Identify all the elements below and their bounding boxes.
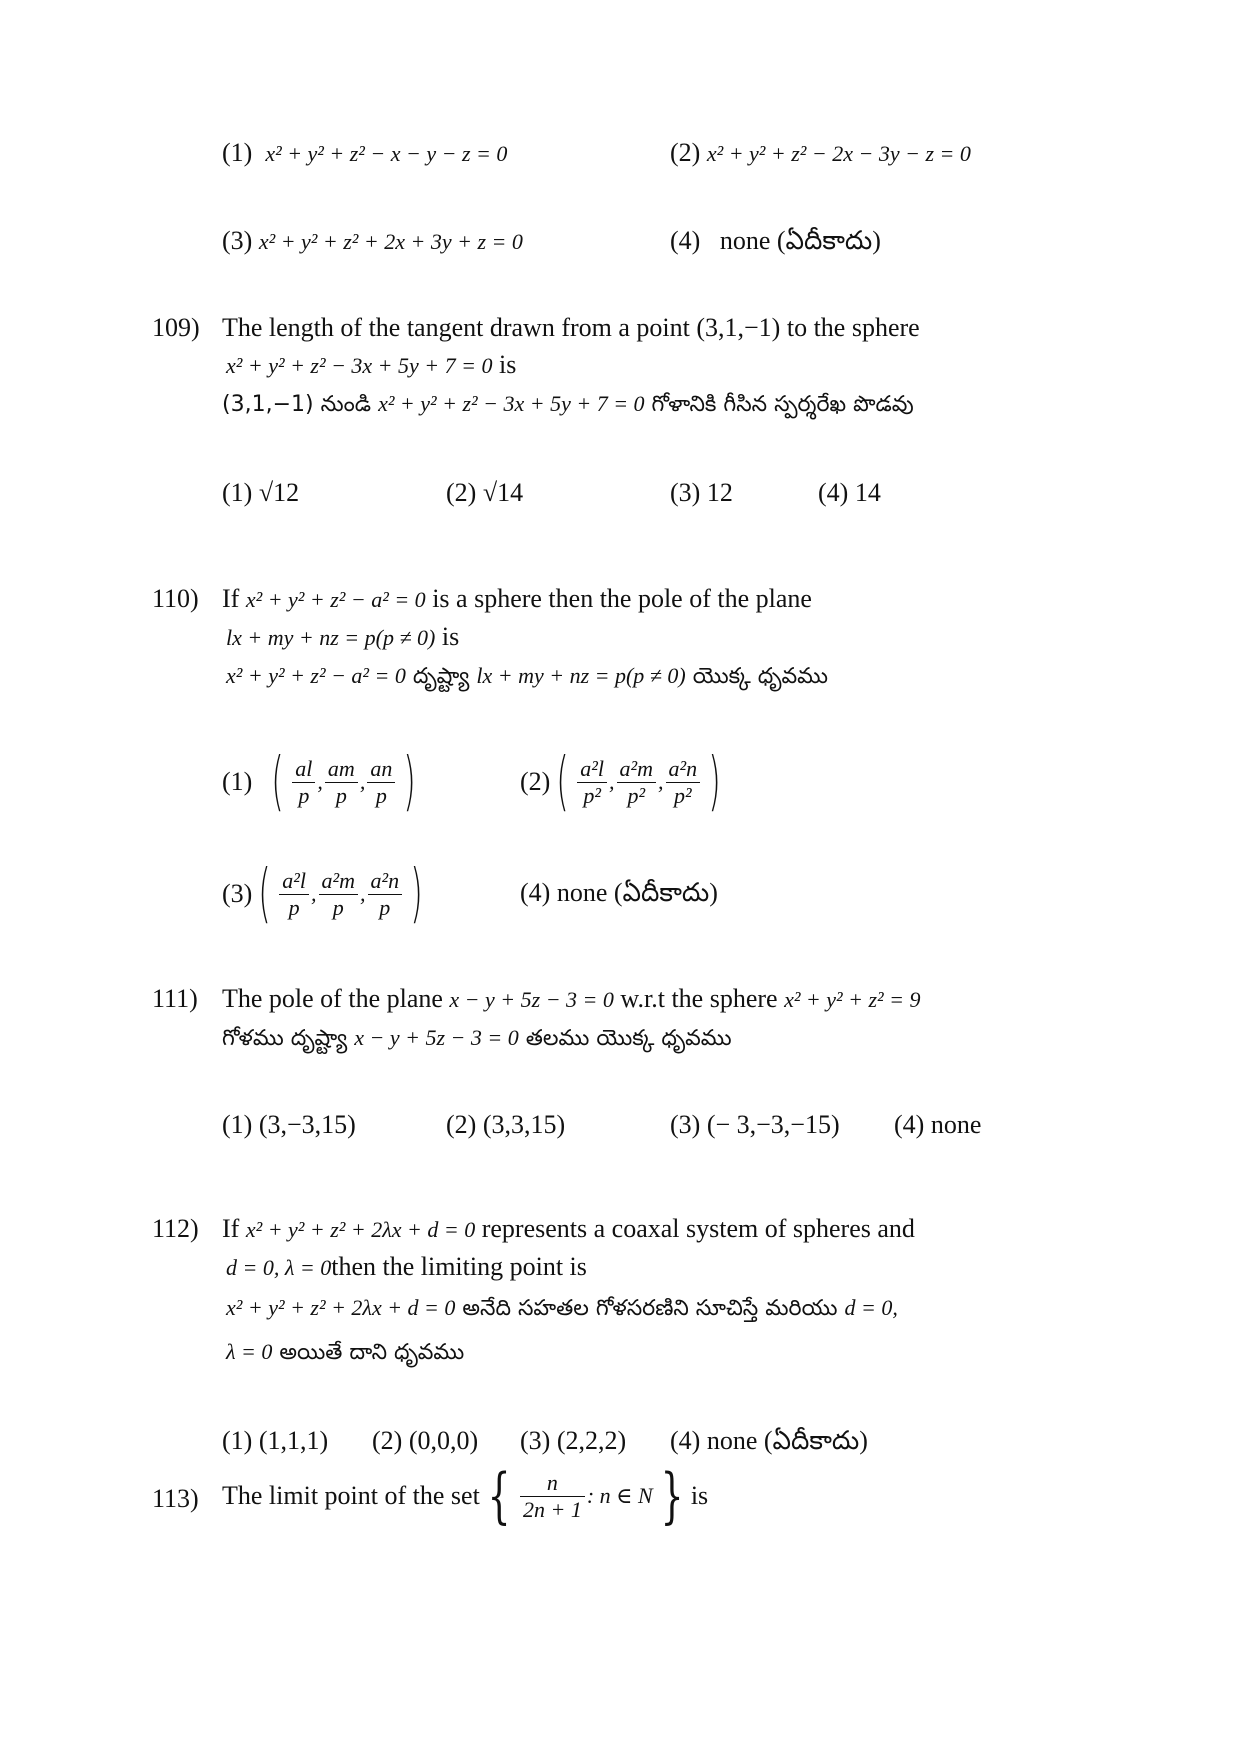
q111-option-2: (2) (3,3,15) — [446, 1110, 566, 1139]
q110-option-2: (2) ( $\frac{\text{a²l}}{\text{p²}}$ , $\frac{\text{a²m}}{\text{p²}}$ , $\frac{\text{a²n}}{\text{p²}}$ ) — [520, 745, 721, 819]
q109-stem-en: The length of the tangent drawn from a point (3,1,−1) to the sphere — [222, 313, 920, 342]
q112-stem-condition: d = 0, λ = 0then the limiting point is — [226, 1252, 587, 1281]
q109-stem-equation: x² + y² + z² − 3x + 5y + 7 = 0 is — [226, 350, 517, 379]
q113-stem: The limit point of the set { $\frac{n}{2n + 1}$ : n ∈ N } is — [222, 1461, 709, 1531]
q108-option-1: (1) x² + y² + z² − x − y − z = 0 — [222, 138, 508, 167]
q112-stem-te-cont: λ = 0 అయితే దాని ధృవము — [226, 1339, 465, 1365]
q112-option-1: (1) (1,1,1) — [222, 1426, 329, 1455]
q111-stem-en: The pole of the plane x − y + 5z − 3 = 0 w.r.t the sphere x² + y² + z² = 9 — [222, 984, 921, 1013]
q112-option-2: (2) (0,0,0) — [372, 1426, 479, 1455]
q111-stem-te: గోళము దృష్ట్యా x − y + 5z − 3 = 0 తలము యొక్క ధృవము — [222, 1025, 732, 1051]
q110-option-4: (4) none (ఏదీకాదు) — [520, 878, 718, 907]
q111-option-1: (1) (3,−3,15) — [222, 1110, 356, 1139]
q112-option-3: (3) (2,2,2) — [520, 1426, 627, 1455]
q110-option-3: (3) ( $\frac{\text{a²l}}{p}$ , $\frac{\text{a²m}}{p}$ , $\frac{\text{a²n}}{p}$ ) — [222, 857, 423, 931]
q109-option-1: (1) √12 — [222, 478, 300, 507]
q108-option-4: (4) none (ఏదీకాదు) — [670, 226, 881, 255]
question-number: 113) — [152, 1484, 199, 1513]
q109-stem-te: (3,1,−1) నుండి x² + y² + z² − 3x + 5y + 7 = 0 గోళానికి గీసిన స్పర్శరేఖ పొడవు — [222, 391, 914, 417]
q111-option-3: (3) (− 3,−3,−15) — [670, 1110, 840, 1139]
q112-stem-te: x² + y² + z² + 2λx + d = 0 అనేది సహతల గోళసరణిని సూచిస్తే మరియు d = 0, — [226, 1295, 898, 1321]
q110-stem-te: x² + y² + z² − a² = 0 దృష్ట్యా lx + my + nz = p(p ≠ 0) యొక్క ధృవము — [226, 663, 828, 689]
q109-option-4: (4) 14 — [818, 478, 881, 507]
q109-option-2: (2) √14 — [446, 478, 524, 507]
question-number: 110) — [152, 584, 199, 613]
q108-option-2: (2) x² + y² + z² − 2x − 3y − z = 0 — [670, 138, 971, 167]
q112-stem-en: If x² + y² + z² + 2λx + d = 0 represents a coaxal system of spheres and — [222, 1214, 915, 1243]
question-number: 111) — [152, 984, 198, 1013]
q108-option-3: (3) x² + y² + z² + 2x + 3y + z = 0 — [222, 226, 523, 255]
q112-option-4: (4) none (ఏదీకాదు) — [670, 1426, 868, 1455]
q111-option-4: (4) none — [894, 1110, 982, 1139]
q109-option-3: (3) 12 — [670, 478, 733, 507]
question-number: 112) — [152, 1214, 199, 1243]
q110-option-1: (1) ( $\frac{al}{p}$ , $\frac{am}{p}$ , $\frac{an}{p}$ ) — [222, 745, 417, 819]
q110-stem-en: If x² + y² + z² − a² = 0 is a sphere then the pole of the plane — [222, 584, 812, 613]
question-number: 109) — [152, 313, 200, 342]
q110-stem-equation: lx + my + nz = p(p ≠ 0) is — [226, 622, 460, 651]
